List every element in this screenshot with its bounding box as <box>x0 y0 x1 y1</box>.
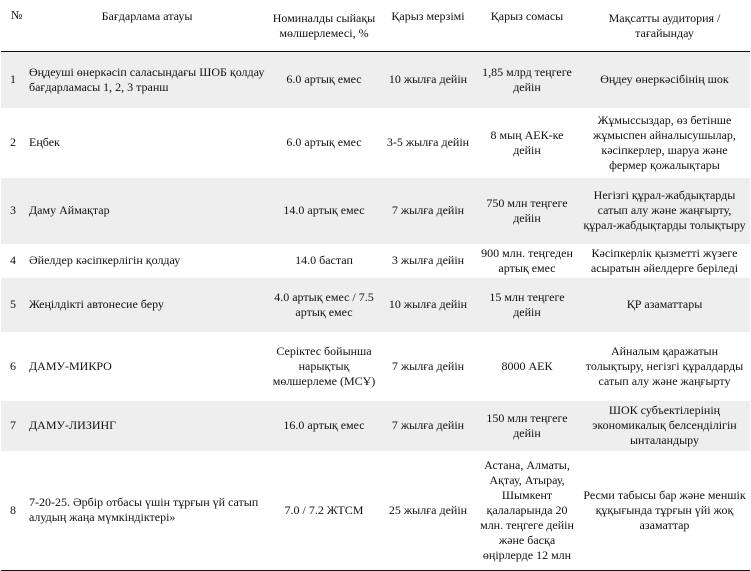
program-name: Даму Аймақтар <box>27 178 267 244</box>
interest-rate: 4.0 артық емес / 7.5 артық емес <box>267 278 381 332</box>
interest-rate: 6.0 артық емес <box>267 108 381 178</box>
table-row <box>1 52 750 108</box>
row-number: 6 <box>1 332 27 401</box>
program-name: 7-20-25. Әрбір отбасы үшін тұрғын үй сатып алудың жаңа мүмкіндіктері» <box>27 451 267 571</box>
program-name: Еңбек <box>27 108 267 178</box>
row-number: 2 <box>1 108 27 178</box>
table-row <box>1 401 750 451</box>
loan-amount: 15 млн теңгеге дейін <box>475 278 579 332</box>
table-row <box>1 178 750 244</box>
row-number: 3 <box>1 178 27 244</box>
table-row <box>1 451 750 571</box>
table-header-row <box>1 0 750 52</box>
loan-term: 3-5 жылға дейін <box>381 108 475 178</box>
loan-term: 7 жылға дейін <box>381 401 475 451</box>
loan-term: 10 жылға дейін <box>381 278 475 332</box>
target-audience: ҚР азаматтары <box>579 278 750 332</box>
target-audience: Кәсіпкерлік қызметті жүзеге асыратын әйелдерге беріледі <box>579 244 750 278</box>
loan-term: 7 жылға дейін <box>381 332 475 401</box>
loan-amount: 8 мың АЕК-ке дейін <box>475 108 579 178</box>
target-audience: Негізгі құрал-жабдықтарды сатып алу және жаңғырту, құрал-жабдықтарды толықтыру <box>579 178 750 244</box>
interest-rate: 14.0 бастап <box>267 244 381 278</box>
table-row <box>1 332 750 401</box>
row-number: 4 <box>1 244 27 278</box>
loan-amount: 150 млн теңгеге дейін <box>475 401 579 451</box>
col-header-loan-term: Қарыз мерзімі <box>381 0 475 52</box>
program-name: Өңдеуші өнеркәсіп саласындағы ШОБ қолдау бағдарламасы 1, 2, 3 транш <box>27 52 267 108</box>
target-audience: ШОК субъектілерінің экономикалық белсенділігін ынталандыру <box>579 401 750 451</box>
loan-amount: Астана, Алматы, Ақтау, Атырау, Шымкент қалаларында 20 млн. теңгеге дейін және басқа өңірлерде 12 млн <box>475 451 579 571</box>
program-name: Жеңілдікті автонесие беру <box>27 278 267 332</box>
program-name: ДАМУ-ЛИЗИНГ <box>27 401 267 451</box>
program-name: ДАМУ-МИКРО <box>27 332 267 401</box>
loan-term: 25 жылға дейін <box>381 451 475 571</box>
row-number: 7 <box>1 401 27 451</box>
program-name: Әйелдер кәсіпкерлігін қолдау <box>27 244 267 278</box>
loan-term: 7 жылға дейін <box>381 178 475 244</box>
col-header-number: № <box>1 0 27 52</box>
row-number: 8 <box>1 451 27 571</box>
interest-rate: Серіктес бойынша нарықтық мөлшерлеме (МСҰ) <box>267 332 381 401</box>
col-header-program-name: Бағдарлама атауы <box>27 0 267 52</box>
col-header-loan-amount: Қарыз сомасы <box>475 0 579 52</box>
target-audience: Ресми табысы бар және меншік құқығында тұрғын үйі жоқ азаматтар <box>579 451 750 571</box>
table-row <box>1 244 750 278</box>
target-audience: Жұмыссыздар, өз бетінше жұмыспен айналысушылар, кәсіпкерлер, шаруа және фермер қожалықтары <box>579 108 750 178</box>
row-number: 1 <box>1 52 27 108</box>
interest-rate: 16.0 артық емес <box>267 401 381 451</box>
table-row <box>1 278 750 332</box>
loan-amount: 750 млн теңгеге дейін <box>475 178 579 244</box>
row-number: 5 <box>1 278 27 332</box>
table-row <box>1 108 750 178</box>
loan-amount: 900 млн. теңгеден артық емес <box>475 244 579 278</box>
target-audience: Айналым қаражатын толықтыру, негізгі құралдарды сатып алу және жаңғырту <box>579 332 750 401</box>
loan-programs-table <box>1 0 750 571</box>
target-audience: Өңдеу өнеркәсібінің шок <box>579 52 750 108</box>
col-header-interest-rate: Номиналды сыйақы мөлшерлемесі, % <box>267 0 381 52</box>
loan-amount: 1,85 млрд теңгеге дейін <box>475 52 579 108</box>
col-header-target-audience: Мақсатты аудитория /тағайындау <box>579 0 750 52</box>
interest-rate: 6.0 артық емес <box>267 52 381 108</box>
loan-amount: 8000 АЕК <box>475 332 579 401</box>
interest-rate: 14.0 артық емес <box>267 178 381 244</box>
interest-rate: 7.0 / 7.2 ЖТСМ <box>267 451 381 571</box>
loan-term: 10 жылға дейін <box>381 52 475 108</box>
loan-term: 3 жылға дейін <box>381 244 475 278</box>
